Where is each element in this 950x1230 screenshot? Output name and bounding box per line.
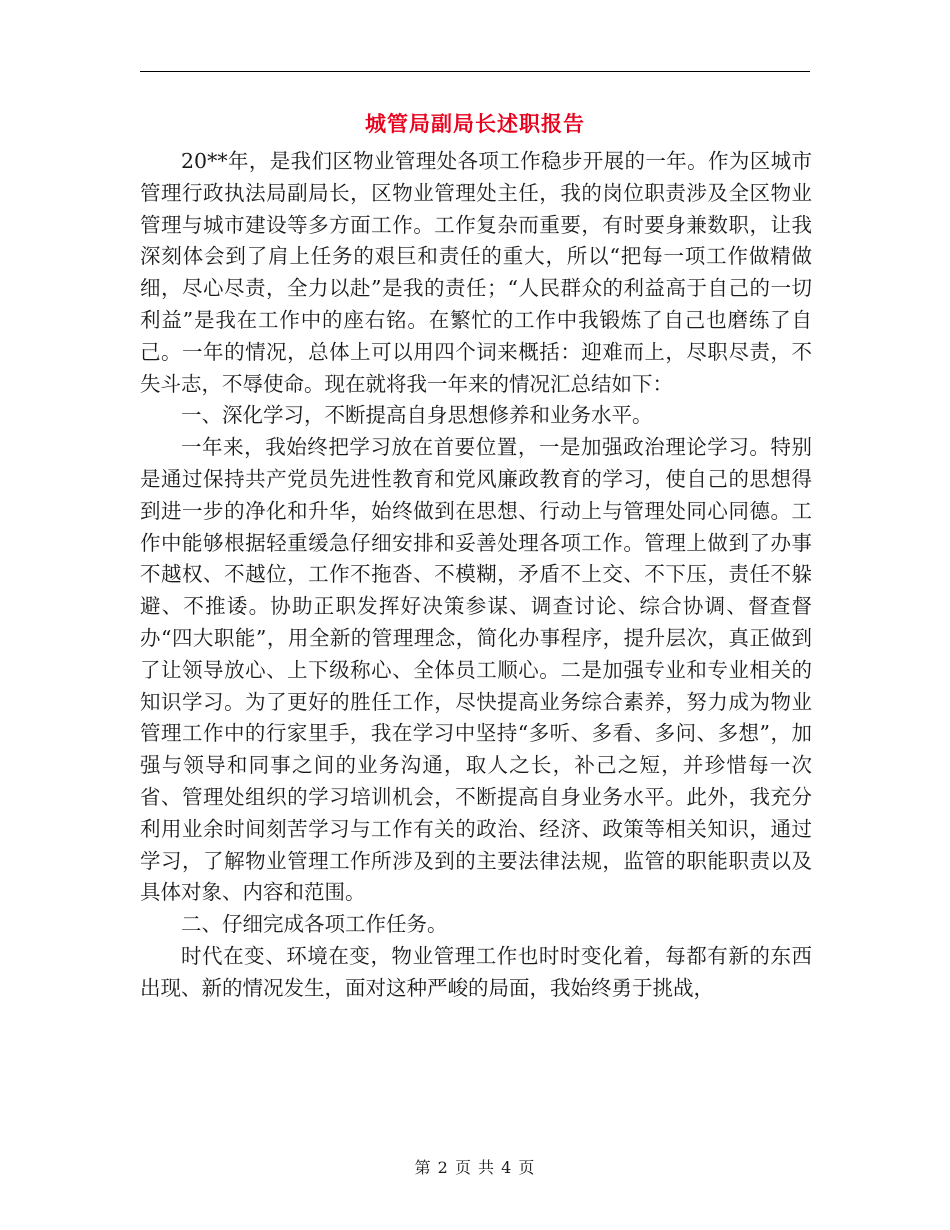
body-paragraph-tasks: 时代在变、环境在变，物业管理工作也时时变化着，每都有新的东西出现、新的情况发生，面对这种严峻的局面，我始终勇于挑战， xyxy=(140,943,812,1000)
section-heading-1: 一、深化学习，不断提高自身思想修养和业务水平。 xyxy=(181,403,653,428)
header-rule xyxy=(140,71,810,72)
body-paragraph-study: 一年来，我始终把学习放在首要位置，一是加强政治理论学习。特别是通过保持共产党员先进性教育和党风廉政教育的学习，使自己的思想得到进一步的净化和升华，始终做到在思想、行动上与管理处同心同德。工作中能够根据轻重缓急仔细安排和妥善处理各项工作。管理上做到了办事不越权、不越位，工作不拖沓、不模糊，矛盾不上交、不下压，责任不躲避、不推诿。协助正职发挥好决策参谋、调查讨论、综合协调、督查督办“四大职能”，用全新的管理理念，简化办事程序，提升层次，真正做到了让领导放心、上下级称心、全体员工顺心。二是加强专业和专业相关的知识学习。为了更好的胜任工作，尽快提高业务综合素养，努力成为物业管理工作中的行家里手，我在学习中坚持“多听、多看、多问、多想”，加强与领导和同事之间的业务沟通，取人之长，补己之短，并珍惜每一次省、管理处组织的学习培训机会，不断提高自身业务水平。此外，我充分利用业余时间刻苦学习与工作有关的政治、经济、政策等相关知识，通过学习，了解物业管理工作所涉及到的主要法律法规，监管的职能职责以及具体对象、内容和范围。 xyxy=(140,435,812,905)
document-title: 城管局副局长述职报告 xyxy=(365,111,585,136)
body-paragraph-intro: 20**年，是我们区物业管理处各项工作稳步开展的一年。作为区城市管理行政执法局副局长，区物业管理处主任，我的岗位职责涉及全区物业管理与城市建设等多方面工作。工作复杂而重要，有时要身兼数职，让我深刻体会到了肩上任务的艰巨和责任的重大，所以“把每一项工作做精做细，尽心尽责，全力以赴”是我的责任；“人民群众的利益高于自己的一切利益”是我在工作中的座右铭。在繁忙的工作中我锻炼了自己也磨练了自己。一年的情况，总体上可以用四个词来概括：迎难而上，尽职尽责，不失斗志，不辱使命。现在就将我一年来的情况汇总结如下： xyxy=(140,149,812,396)
document-body xyxy=(140,146,812,1005)
section-heading-2: 二、仔细完成各项工作任务。 xyxy=(181,912,448,937)
page-number: 第 2 页 共 4 页 xyxy=(414,1158,536,1177)
